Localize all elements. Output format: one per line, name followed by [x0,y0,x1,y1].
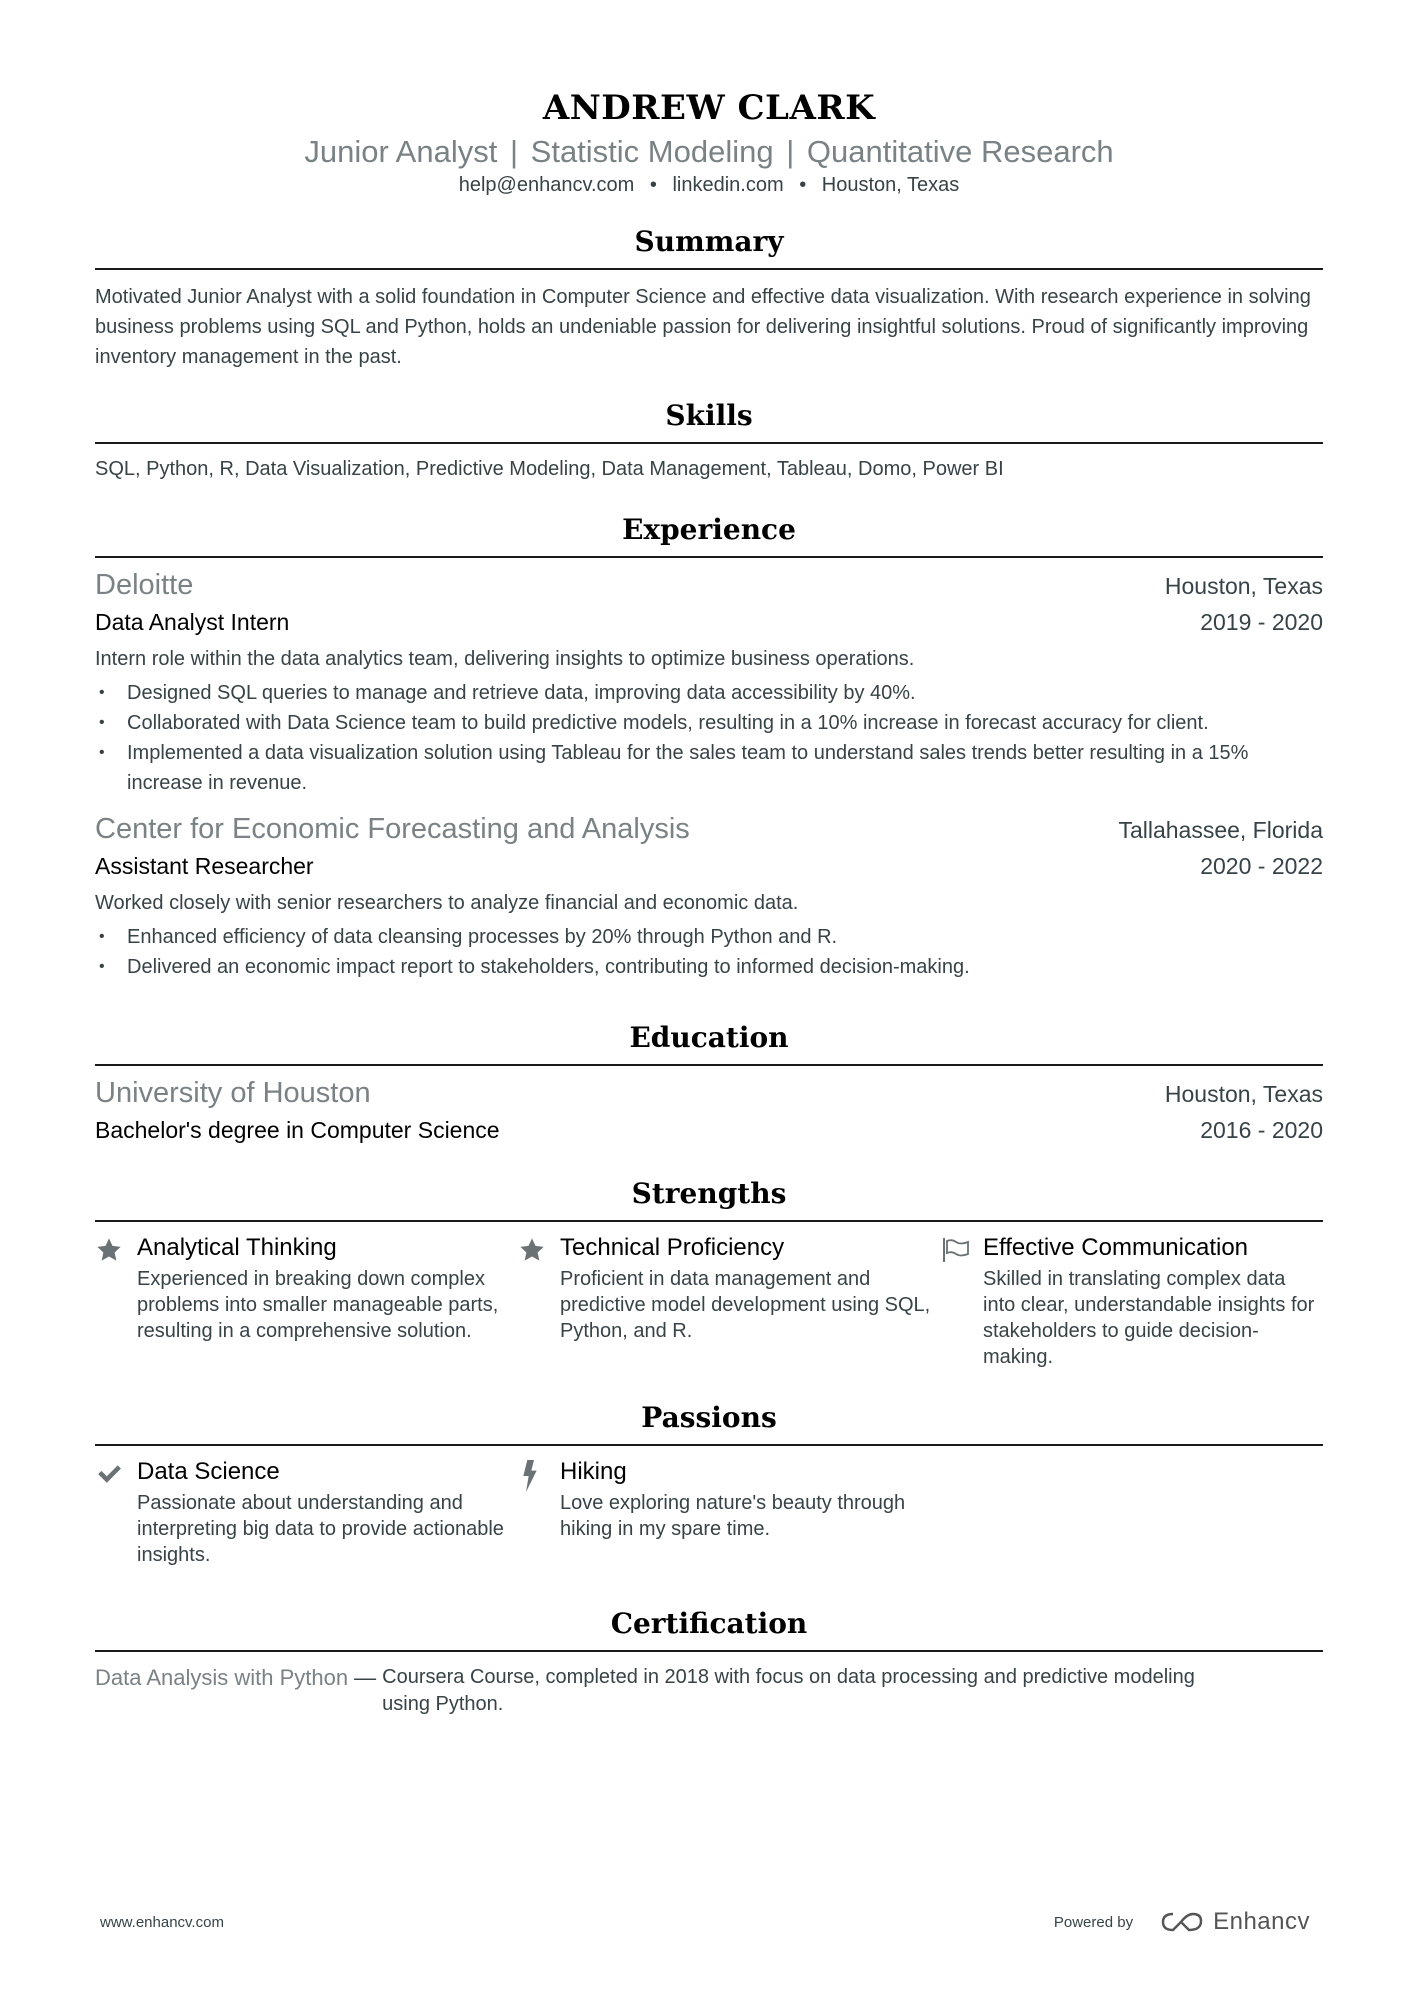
degree: Bachelor's degree in Computer Science [95,1117,500,1143]
resume-header [95,0,1323,198]
experience-entry [95,566,1323,798]
certification-section [95,1606,1323,1718]
company-name: Center for Economic Forecasting and Analysis [95,813,690,845]
star-icon [95,1232,137,1370]
achievement-item: • Implemented a data visualization solution using Tableau for the sales team to understand sales trends better resulting in a 15% increase in revenue. [95,738,1323,798]
job-dates: 2020 - 2022 [1200,853,1323,879]
headline [95,132,1323,172]
entry-role-row [95,848,1323,884]
education-entry [95,1074,1323,1148]
section-divider [95,556,1323,558]
contact-linkedin[interactable]: linkedin.com [672,174,784,196]
certification-name: Data Analysis with Python [95,1665,349,1690]
certification-description: Coursera Course, completed in 2018 with focus on data processing and predictive modeling using Python. [382,1666,1195,1715]
experience-section [95,512,1323,982]
footer-website-link[interactable]: www.enhancv.com [100,1913,224,1931]
passion-title: Data Science [137,1458,280,1485]
section-divider [95,1220,1323,1222]
job-location: Houston, Texas [1164,573,1323,599]
entry-role-row [95,604,1323,640]
experience-entry [95,810,1323,982]
contact-location: Houston, Texas [821,174,960,196]
candidate-name: ANDREW CLARK [542,88,876,128]
job-title: Data Analyst Intern [95,609,290,635]
section-heading: Certification [610,1607,808,1640]
school-location: Houston, Texas [1164,1081,1323,1107]
entry-header-row [95,566,1323,604]
contact-separator: • [799,174,807,196]
strengths-grid [95,1232,1323,1370]
strength-description: Skilled in translating complex data into clear, understandable insights for stakeholders to guide decision-making. [983,1268,1315,1368]
headline-separator: | [786,134,795,169]
section-heading: Education [629,1021,789,1054]
passion-item [95,1456,518,1568]
job-dates: 2019 - 2020 [1200,609,1323,635]
company-name: Deloitte [95,569,194,601]
section-divider [95,1064,1323,1066]
section-divider [95,1444,1323,1446]
strength-description: Proficient in data management and predictive model development using SQL, Python, and R. [560,1268,931,1342]
contact-separator: • [649,174,657,196]
flag-icon [941,1232,983,1370]
footer-branding [1054,1908,1310,1936]
achievement-item: • Collaborated with Data Science team to build predictive models, resulting in a 10% increase in forecast accuracy for client. [95,708,1323,738]
headline-title: Quantitative Research [806,134,1114,169]
enhancv-logo-icon [1159,1910,1205,1934]
summary-text: Motivated Junior Analyst with a solid foundation in Computer Science and effective data visualization. With research experience in solving business problems using SQL and Python, holds an undeniable passion for delivering insightful solutions. Proud of significantly improving inventory management in the past. [95,286,1311,368]
achievement-list [95,678,1323,798]
passion-description: Passionate about understanding and interpreting big data to provide actionable insights. [137,1492,504,1566]
skills-text: SQL, Python, R, Data Visualization, Predictive Modeling, Data Management, Tableau, Domo, Power BI [95,458,1004,480]
section-heading: Skills [665,399,753,432]
school-name: University of Houston [95,1077,371,1109]
lightning-icon [518,1456,560,1568]
headline-separator: | [509,134,519,169]
strength-title: Effective Communication [983,1234,1249,1261]
entry-header-row [95,1074,1323,1112]
enhancv-logo[interactable] [1159,1908,1310,1936]
brand-name: Enhancv [1213,1908,1310,1935]
section-heading: Experience [622,513,796,546]
page-footer [100,1908,1310,1936]
passions-section [95,1400,1323,1568]
achievement-item: • Delivered an economic impact report to stakeholders, contributing to informed decision-making. [95,952,1323,982]
certification-dash: — [354,1665,377,1690]
achievement-item: • Designed SQL queries to manage and retrieve data, improving data accessibility by 40%. [95,678,1323,708]
job-description: Intern role within the data analytics team, delivering insights to optimize business operations. [95,648,915,670]
strength-title: Analytical Thinking [137,1234,337,1261]
strength-description: Experienced in breaking down complex problems into smaller manageable parts, resulting in a comprehensive solution. [137,1268,499,1342]
certification-item [95,1664,1323,1718]
skills-section [95,398,1323,484]
contact-email[interactable]: help@enhancv.com [458,174,635,196]
achievement-item: • Enhanced efficiency of data cleansing processes by 20% through Python and R. [95,922,1323,952]
section-heading: Strengths [631,1177,787,1210]
section-divider [95,1650,1323,1652]
star-icon [518,1232,560,1370]
contact-line [95,172,1323,198]
passion-item [518,1456,941,1568]
passion-description: Love exploring nature's beauty through hiking in my spare time. [560,1492,906,1540]
strength-item [95,1232,518,1370]
headline-title: Statistic Modeling [530,134,774,169]
checkmark-icon [95,1456,137,1568]
powered-by-label: Powered by [1053,1913,1134,1931]
entry-header-row [95,810,1323,848]
strength-item [941,1232,1323,1370]
passions-grid [95,1456,1323,1568]
section-heading: Passions [641,1401,777,1434]
education-section [95,1020,1323,1148]
job-description: Worked closely with senior researchers to analyze financial and economic data. [95,892,799,914]
job-location: Tallahassee, Florida [1118,817,1323,843]
section-heading: Summary [634,225,784,258]
strengths-section [95,1176,1323,1370]
strength-title: Technical Proficiency [560,1234,785,1261]
entry-degree-row [95,1112,1323,1148]
passion-title: Hiking [560,1458,627,1485]
education-dates: 2016 - 2020 [1200,1117,1323,1143]
resume-page [95,0,1323,1718]
job-title: Assistant Researcher [95,853,314,879]
achievement-list [95,922,1323,982]
section-divider [95,268,1323,270]
headline-title: Junior Analyst [304,134,498,169]
section-divider [95,442,1323,444]
strength-item [518,1232,941,1370]
summary-section [95,224,1323,372]
